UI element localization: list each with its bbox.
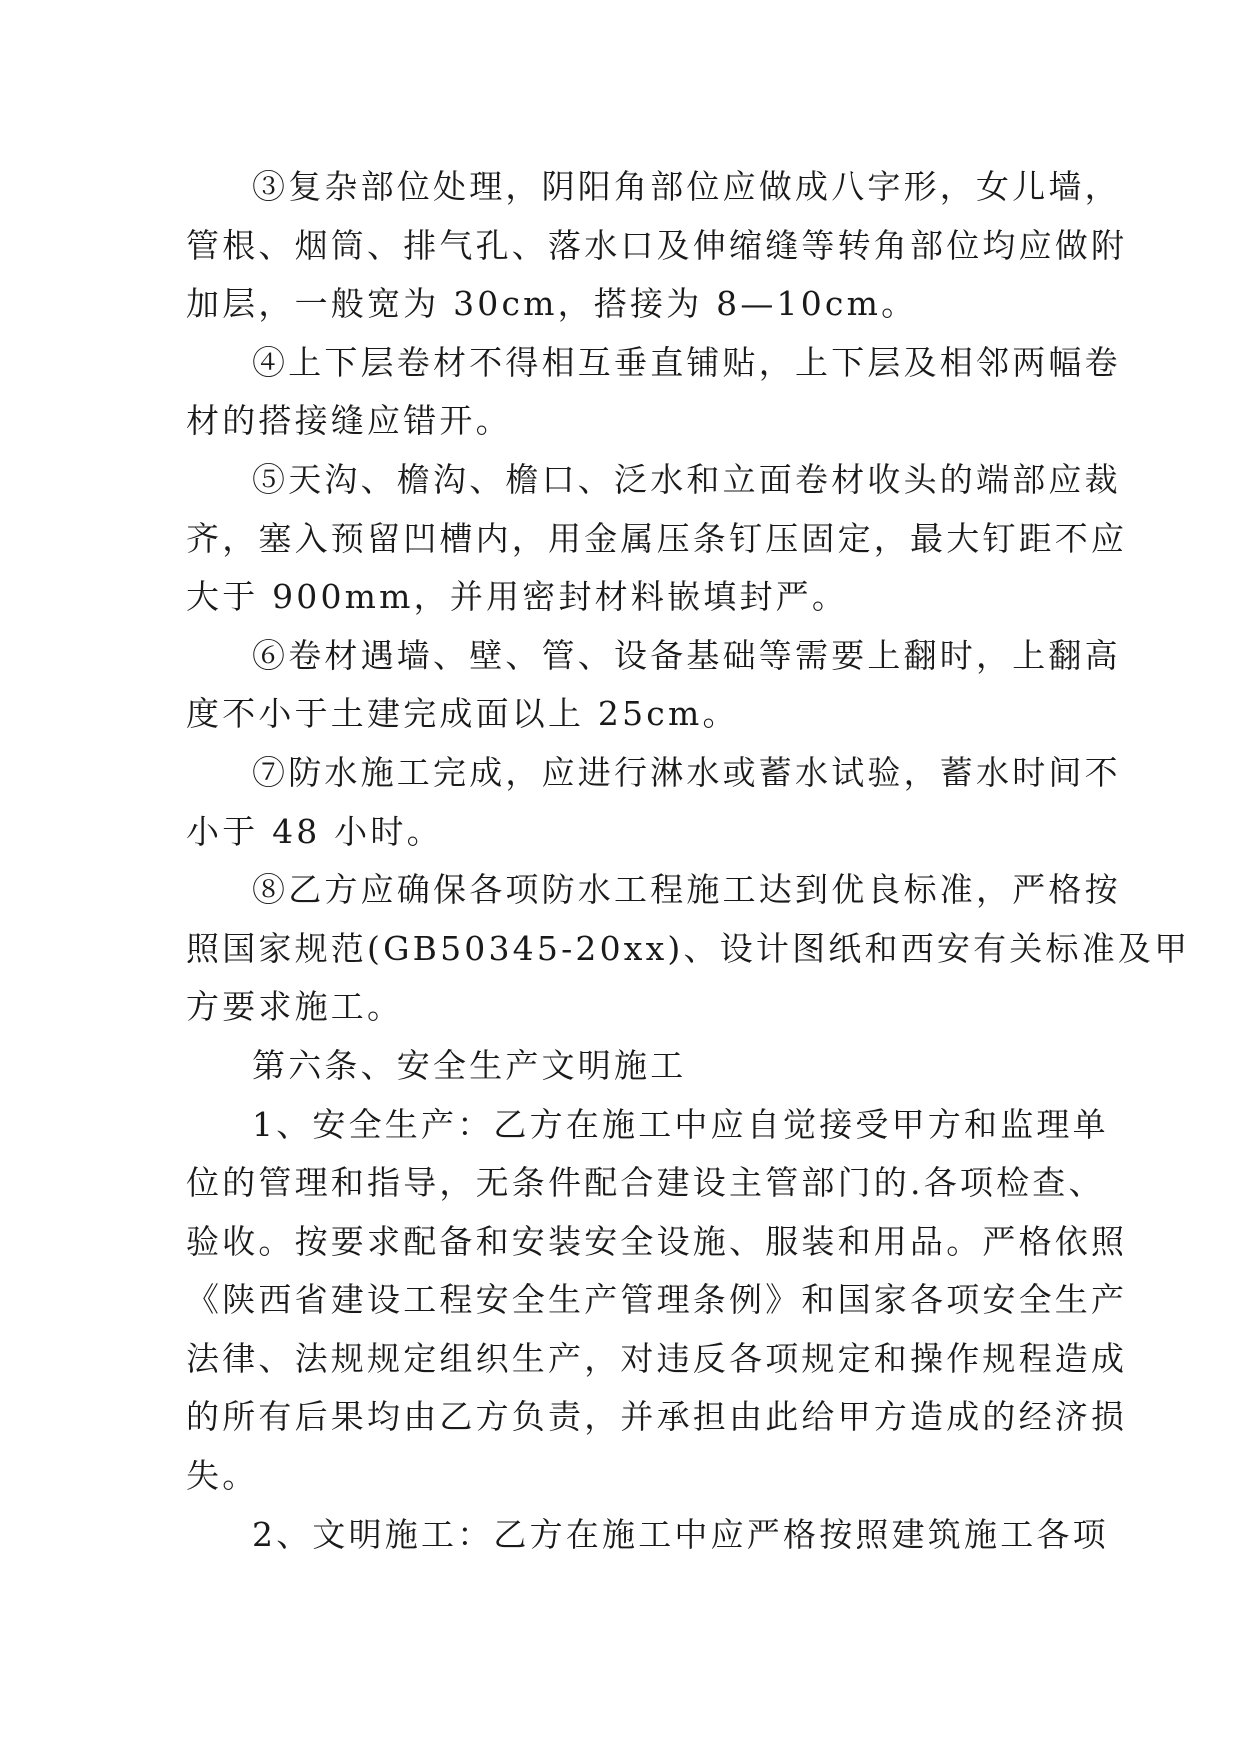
paragraph-line: 法律、法规规定组织生产，对违反各项规定和操作规程造成 [186,1338,1128,1378]
paragraph-line: 管根、烟筒、排气孔、落水口及伸缩缝等转角部位均应做附 [186,225,1128,265]
paragraph-line: 大于 900mm，并用密封材料嵌填封严。 [186,577,849,617]
paragraph-line: ④上下层卷材不得相互垂直铺贴，上下层及相邻两幅卷 [252,342,1121,382]
paragraph-line: 小于 48 小时。 [186,811,443,851]
paragraph-line: 2、文明施工：乙方在施工中应严格按照建筑施工各项 [252,1514,1109,1554]
document-body [186,158,1191,1564]
paragraph-line: ⑦防水施工完成，应进行淋水或蓄水试验，蓄水时间不 [252,752,1121,792]
paragraph-line: 验收。按要求配备和安装安全设施、服装和用品。严格依照 [186,1221,1128,1261]
paragraph-line: 的所有后果均由乙方负责，并承担由此给甲方造成的经济损 [186,1397,1128,1437]
paragraph-line: 加层，一般宽为 30cm，搭接为 8—10cm。 [186,284,918,324]
paragraph-line: 照国家规范(GB50345-20xx)、设计图纸和西安有关标准及甲 [186,928,1191,968]
paragraph-line: ③复杂部位处理，阴阳角部位应做成八字形，女儿墙， [252,167,1121,206]
paragraph-line: 《陕西省建设工程安全生产管理条例》和国家各项安全生产 [186,1280,1128,1320]
section-heading: 第六条、安全生产文明施工 [252,1045,687,1085]
paragraph-line: 度不小于土建完成面以上 25cm。 [186,694,739,734]
paragraph-line: 位的管理和指导，无条件配合建设主管部门的.各项检查、 [186,1163,1105,1203]
paragraph-line: ⑧乙方应确保各项防水工程施工达到优良标准，严格按 [252,870,1121,910]
paragraph-line: ⑤天沟、檐沟、檐口、泛水和立面卷材收头的端部应裁 [252,459,1121,499]
paragraph-line: 1、安全生产：乙方在施工中应自觉接受甲方和监理单 [252,1104,1109,1144]
paragraph-line: ⑥卷材遇墙、壁、管、设备基础等需要上翻时，上翻高 [252,635,1121,675]
paragraph-line: 材的搭接缝应错开。 [186,401,512,441]
paragraph-line: 方要求施工。 [186,987,404,1027]
paragraph-line: 齐，塞入预留凹槽内，用金属压条钉压固定，最大钉距不应 [186,518,1128,558]
paragraph-line: 失。 [186,1456,259,1496]
